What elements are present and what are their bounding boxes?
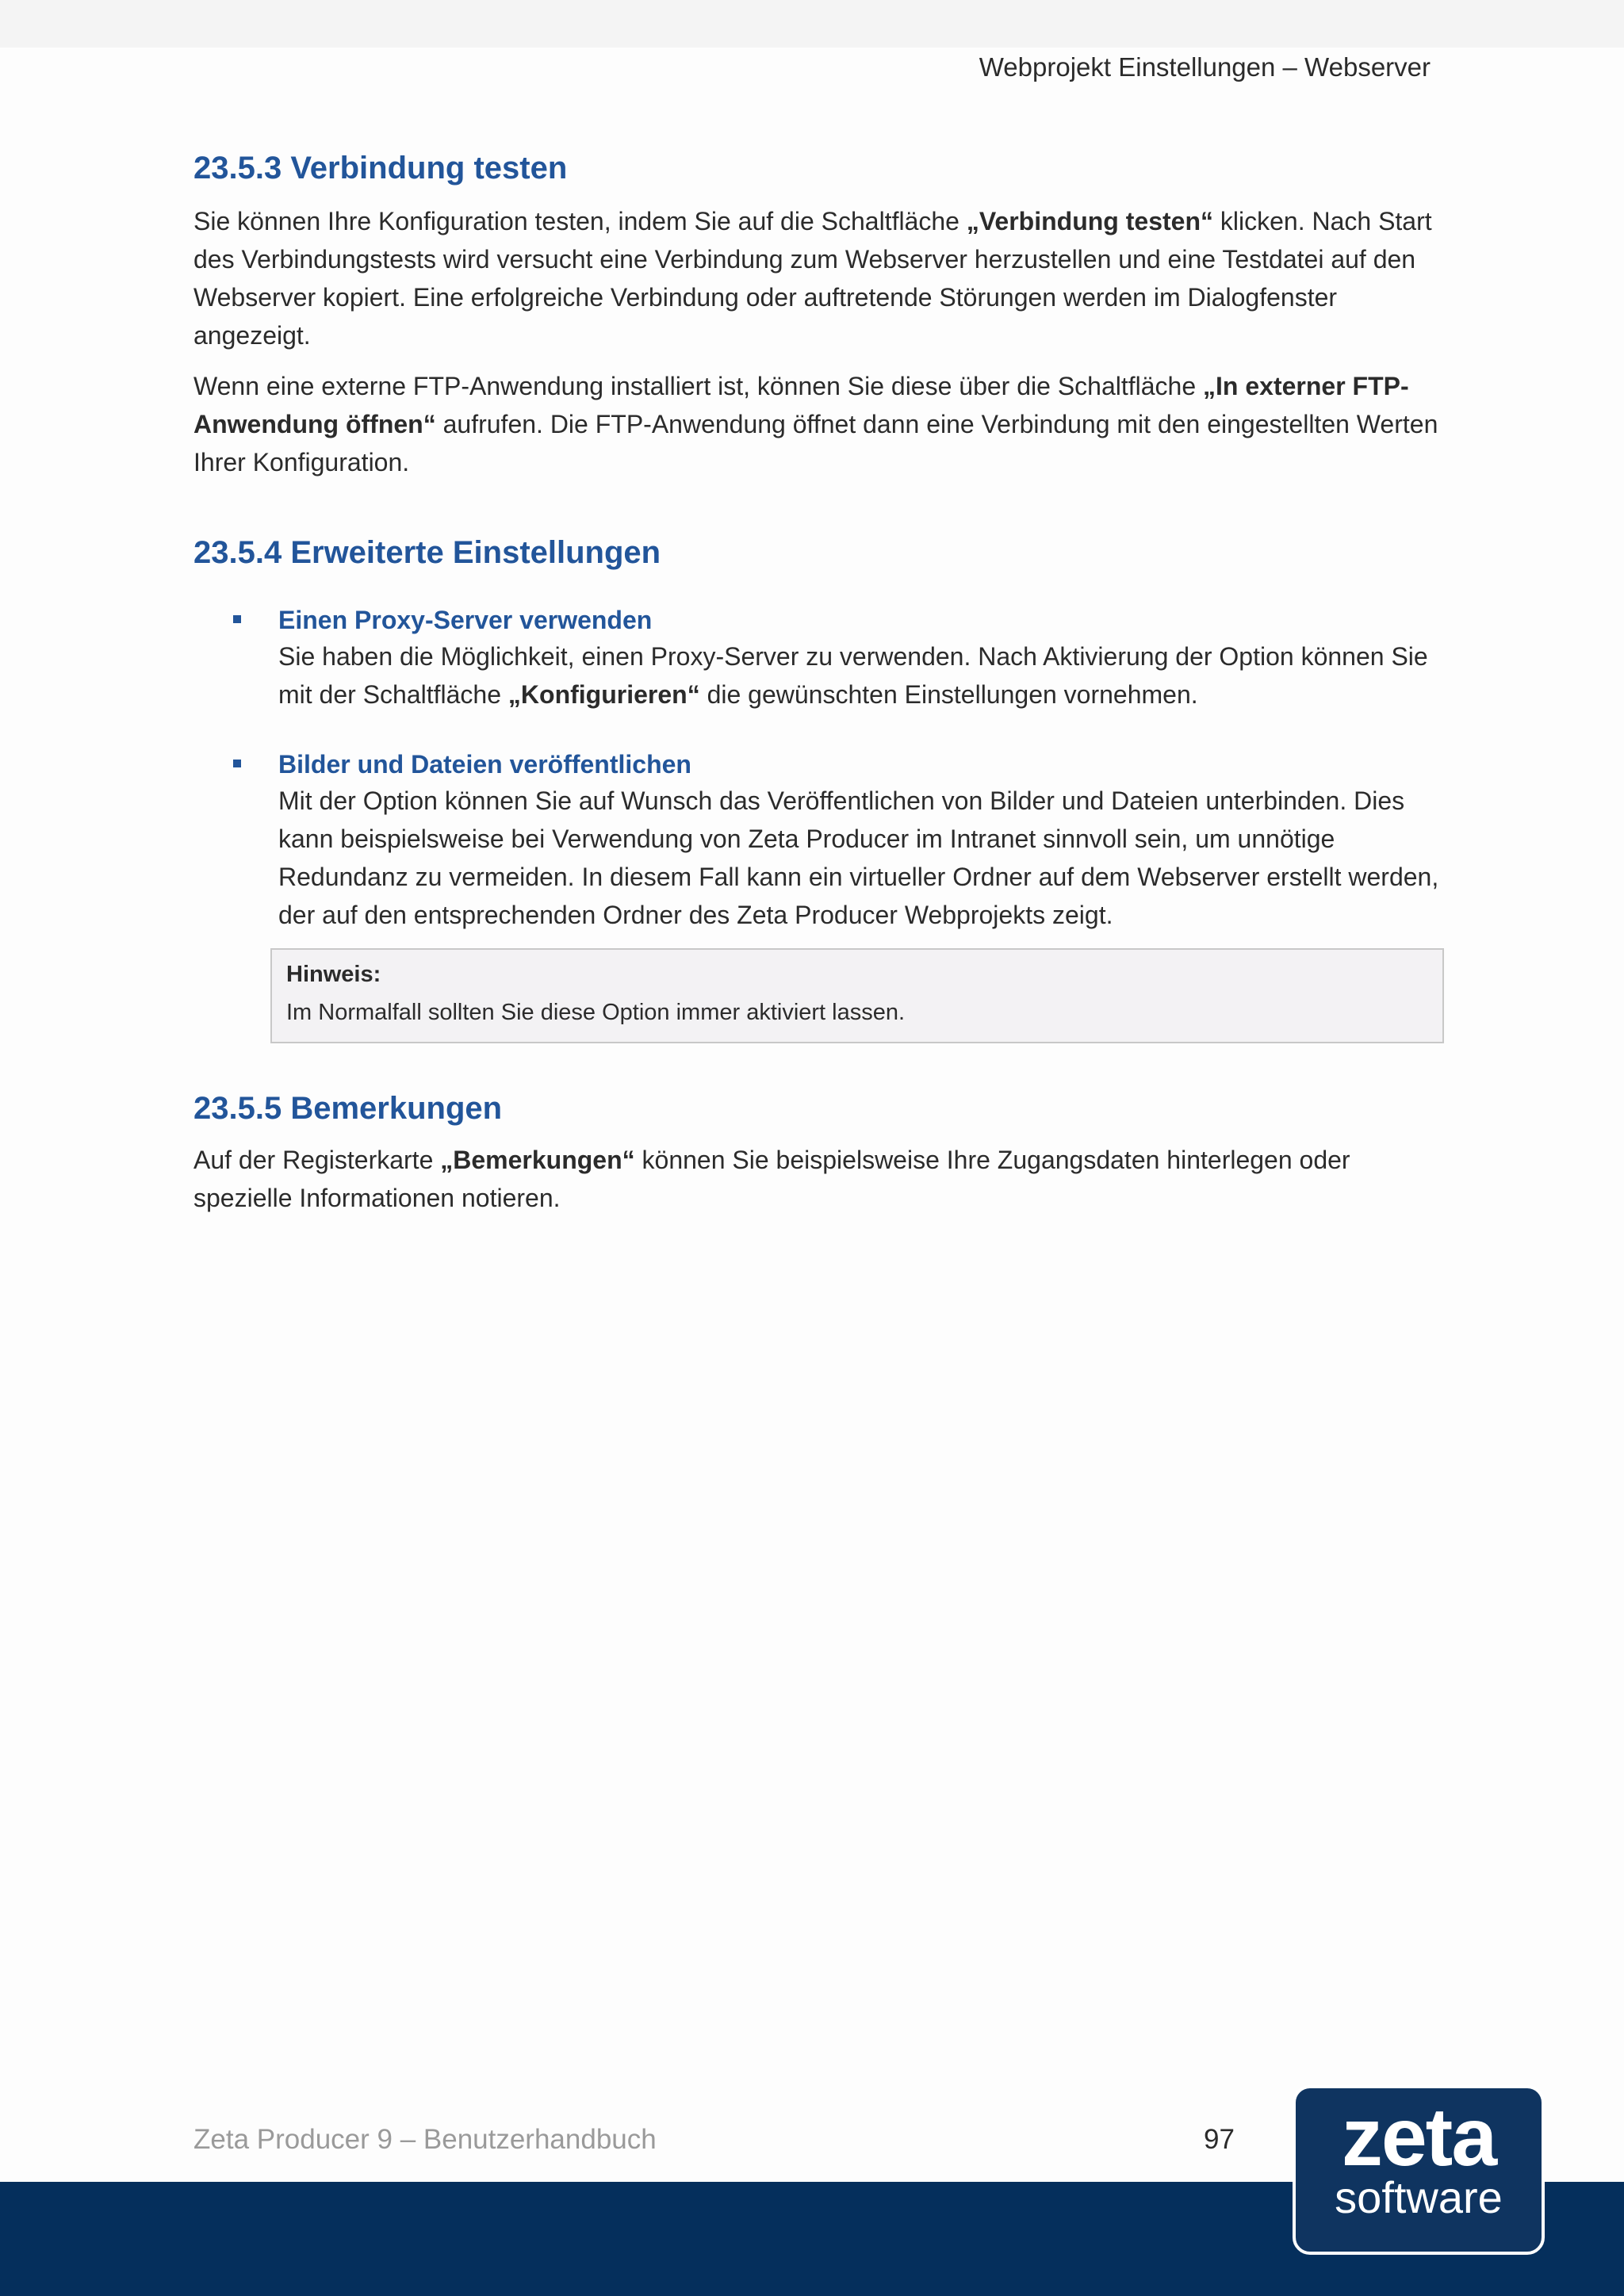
list-item-title: Bilder und Dateien veröffentlichen [278, 750, 691, 779]
paragraph-ftp-anwendung [193, 367, 1446, 481]
settings-list [193, 603, 1446, 934]
footer-title: Zeta Producer 9 – Benutzerhandbuch [193, 2124, 657, 2155]
list-item-text [278, 637, 1446, 714]
note-box [270, 948, 1444, 1043]
square-bullet-icon [233, 760, 241, 767]
note-title: Hinweis: [286, 962, 381, 987]
paragraph-bemerkungen [193, 1141, 1446, 1217]
section-heading-erweiterte-einstellungen: 23.5.4 Erweiterte Einstellungen [193, 535, 661, 570]
bold-term: „Verbindung testen“ [966, 207, 1213, 235]
text-run: Sie haben die Möglichkeit, einen Proxy-Server zu verwenden. Nach Aktivierung der Option können Sie mit der Schaltfläche [278, 642, 1428, 709]
paragraph-verbindung-testen [193, 202, 1446, 354]
page-content [193, 151, 1446, 1217]
text-run: klicken. Nach Start des Verbindungstests wird versucht eine Verbindung zum Webserver herzustellen und eine Testdatei auf den Webserver kopiert. Eine erfolgreiche Verbindung oder auftretende Störungen werden im Dialogfenster angezeigt. [193, 207, 1432, 350]
list-item-title: Einen Proxy-Server verwenden [278, 606, 653, 634]
bold-term: „Konfigurieren“ [508, 680, 700, 709]
page-number: 97 [1204, 2124, 1235, 2155]
text-run: aufrufen. Die FTP-Anwendung öffnet dann eine Verbindung mit den eingestellten Werten Ihrer Konfiguration. [193, 410, 1438, 476]
square-bullet-icon [233, 615, 241, 623]
text-run: Wenn eine externe FTP-Anwendung installiert ist, können Sie diese über die Schaltfläche [193, 372, 1204, 400]
list-item [278, 747, 1446, 934]
logo-subline: software [1335, 2172, 1503, 2222]
text-run: Sie können Ihre Konfiguration testen, indem Sie auf die Schaltfläche [193, 207, 967, 235]
bold-term: „In externer FTP-Anwendung öffnen“ [193, 372, 1409, 438]
bold-term: „Bemerkungen“ [440, 1146, 635, 1174]
text-run: die gewünschten Einstellungen vornehmen. [699, 680, 1198, 709]
zeta-software-logo [1293, 2085, 1545, 2255]
top-margin-bar [0, 0, 1624, 48]
running-header: Webprojekt Einstellungen – Webserver [979, 52, 1431, 82]
text-run: können Sie beispielsweise Ihre Zugangsdaten hinterlegen oder spezielle Informationen notieren. [193, 1146, 1350, 1212]
text-run: Auf der Registerkarte [193, 1146, 441, 1174]
note-text: Im Normalfall sollten Sie diese Option immer aktiviert lassen. [286, 1000, 906, 1025]
list-item [278, 603, 1446, 714]
section-heading-bemerkungen: 23.5.5 Bemerkungen [193, 1091, 503, 1126]
logo-wordmark: zeta [1341, 2091, 1496, 2183]
section-heading-verbindung-testen: 23.5.3 Verbindung testen [193, 151, 568, 186]
list-item-text: Mit der Option können Sie auf Wunsch das Veröffentlichen von Bilder und Dateien unterbinden. Dies kann beispielsweise bei Verwendung von Zeta Producer im Intranet sinnvoll sein, um unnötige Redundanz zu vermeiden. In diesem Fall kann ein virtueller Ordner auf dem Webserver erstellt werden, der auf den entsprechenden Ordner des Zeta Producer Webprojekts zeigt. [278, 786, 1439, 929]
